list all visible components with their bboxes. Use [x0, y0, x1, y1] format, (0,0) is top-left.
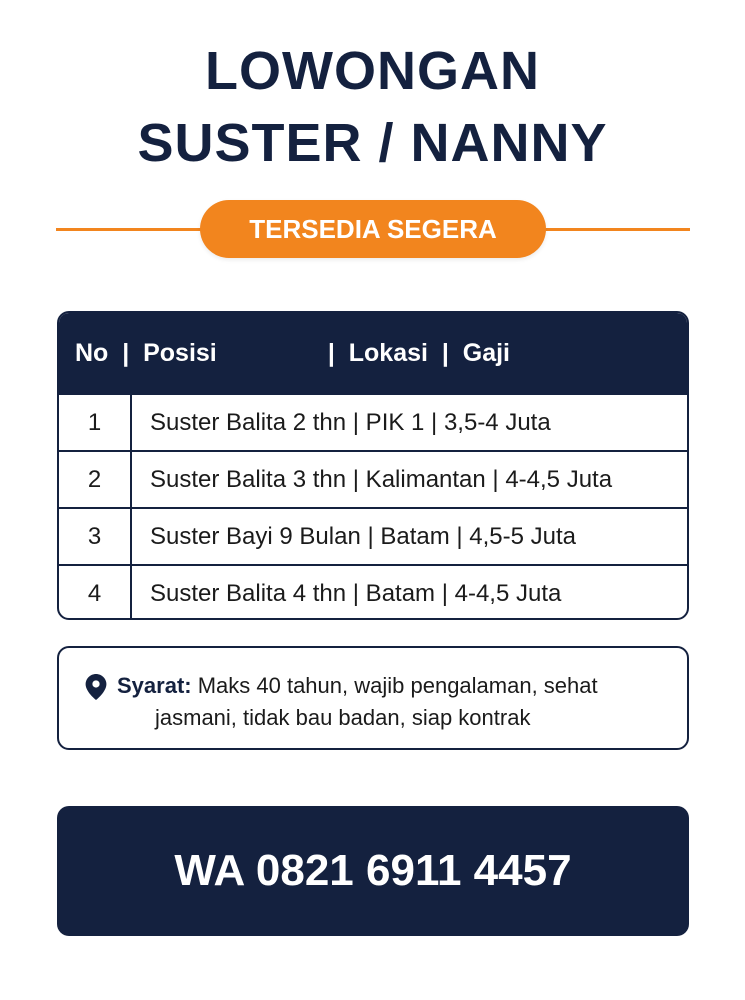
title-line-2: SUSTER / NANNY — [137, 113, 608, 173]
table-header-label: No | Posisi | Lokasi | Gaji — [75, 338, 510, 367]
whatsapp-contact-banner: WA 0821 6911 4457 — [57, 806, 689, 936]
title-line-1: LOWONGAN — [205, 41, 540, 101]
table-row — [59, 393, 687, 450]
row-details: Suster Bayi 9 Bulan | Batam | 4,5-5 Juta — [150, 522, 577, 550]
row-number: 4 — [59, 566, 132, 620]
requirements-text-1: Maks 40 tahun, wajib pengalaman, sehat — [191, 673, 598, 698]
row-details: Suster Balita 2 thn | PIK 1 | 3,5-4 Juta — [150, 408, 551, 436]
requirements-text-2: jasmani, tidak bau badan, siap kontrak — [155, 705, 531, 730]
table-row — [59, 507, 687, 564]
divider-right — [540, 228, 690, 231]
job-table — [57, 311, 689, 620]
divider-left — [56, 228, 206, 231]
row-number: 1 — [59, 395, 132, 450]
row-number: 2 — [59, 452, 132, 507]
availability-badge: TERSEDIA SEGERA — [200, 200, 546, 258]
table-row — [59, 564, 687, 620]
table-header — [59, 313, 687, 393]
requirements-line-1 — [117, 670, 598, 702]
row-details: Suster Balita 3 thn | Kalimantan | 4-4,5 Juta — [150, 465, 613, 493]
table-row — [59, 450, 687, 507]
requirements-box — [57, 646, 689, 750]
requirements-label: Syarat: — [117, 673, 192, 698]
row-number: 3 — [59, 509, 132, 564]
row-details: Suster Balita 4 thn | Batam | 4-4,5 Juta — [150, 579, 562, 607]
location-pin-icon — [85, 674, 107, 700]
